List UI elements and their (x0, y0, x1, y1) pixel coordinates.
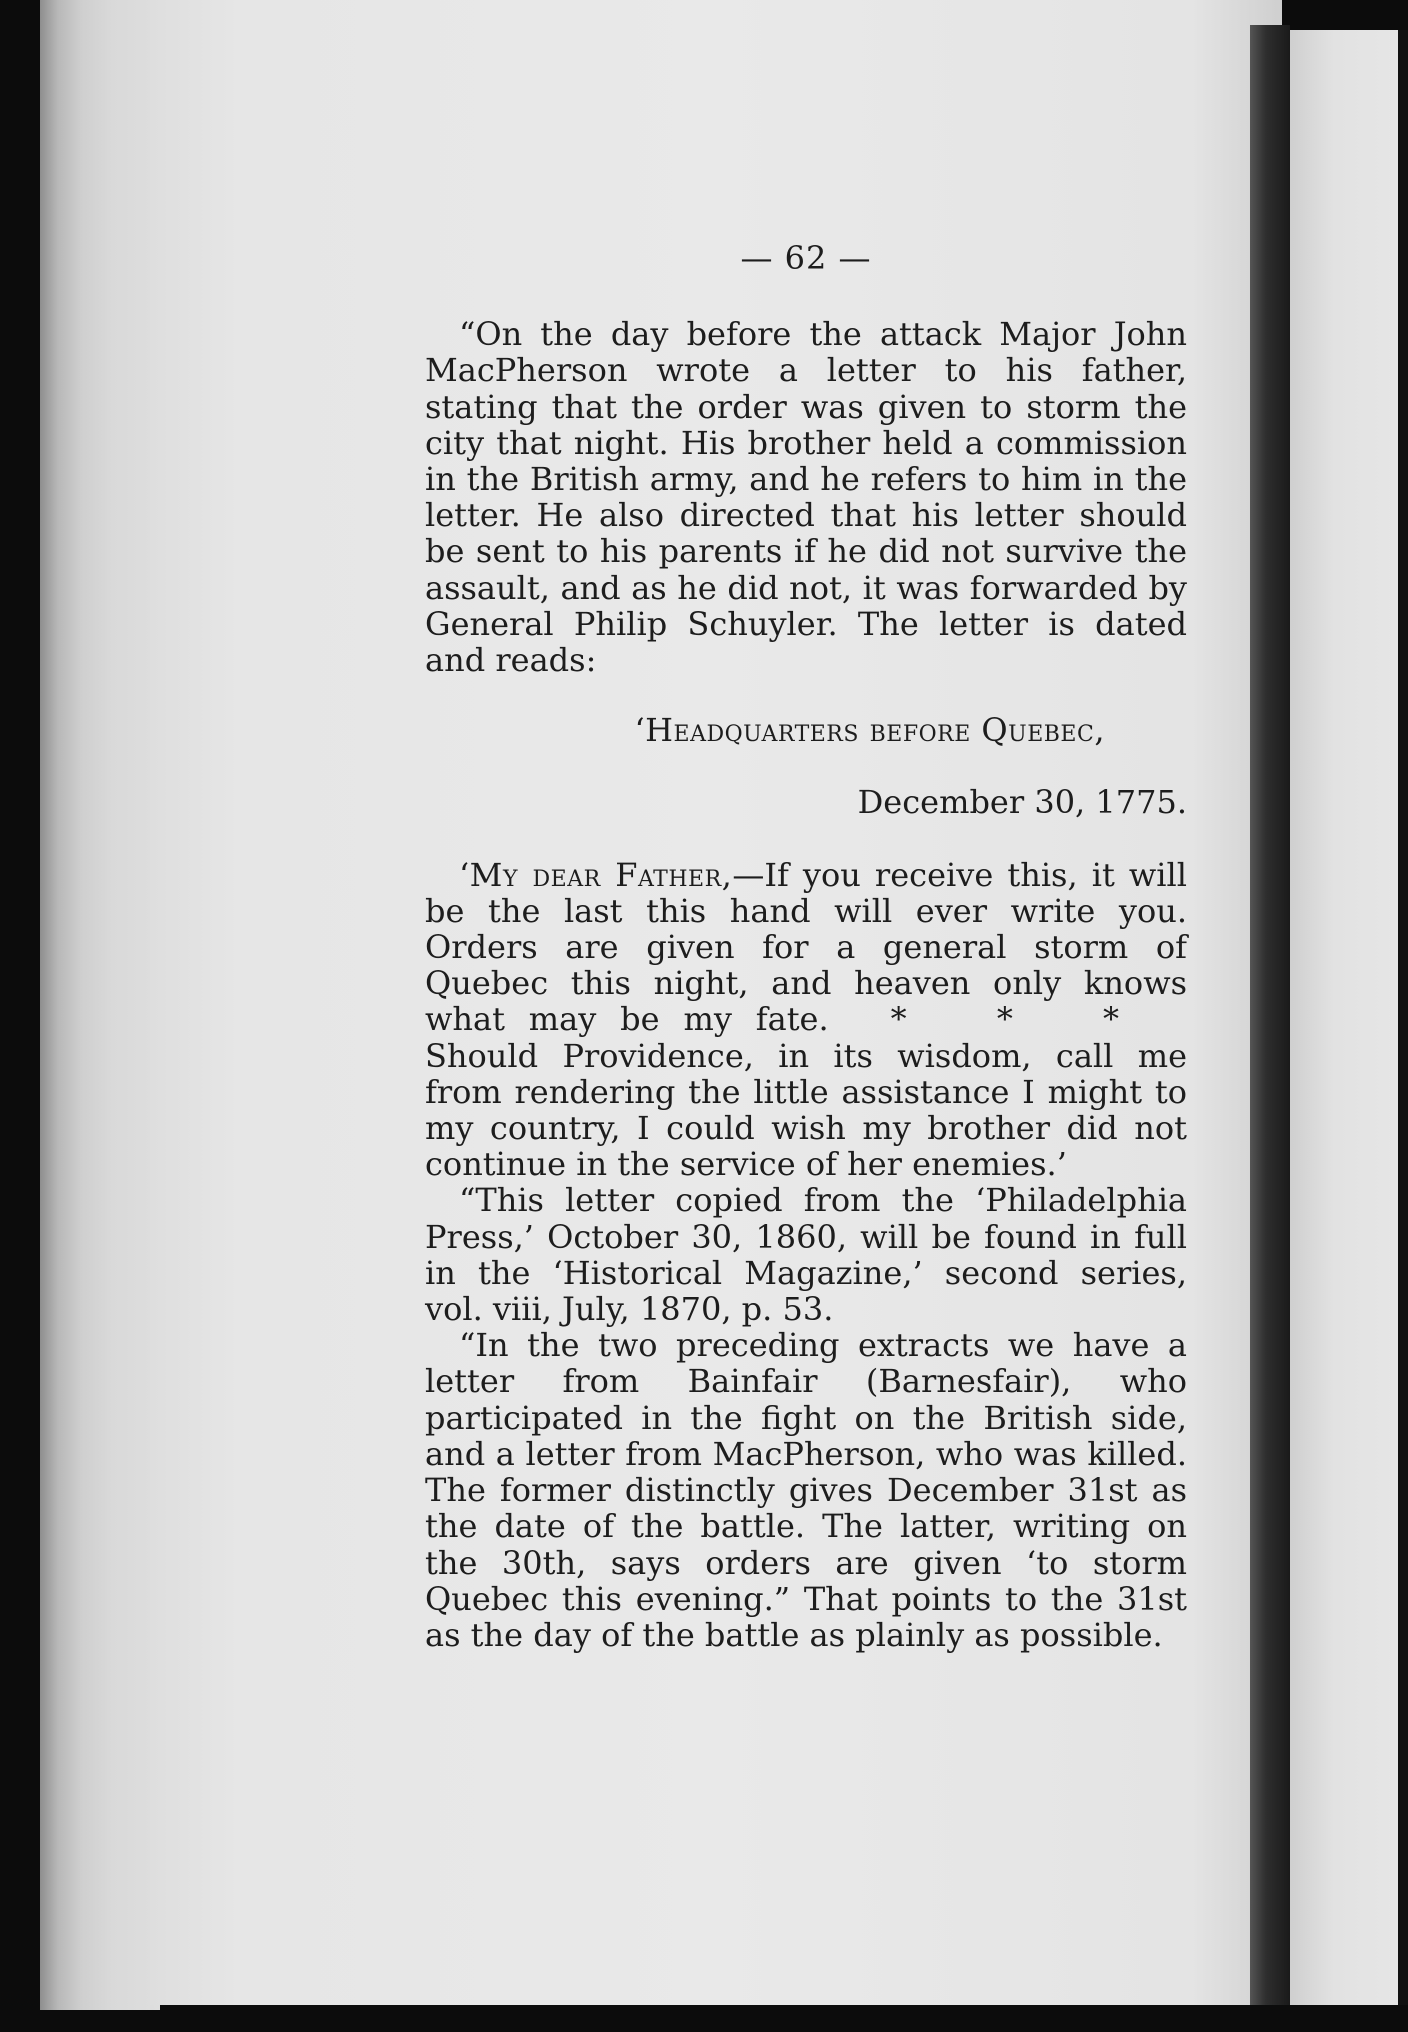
paragraph-conclusion: “In the two preceding extracts we have a letter from Bainfair (Barnesfair), who participated in the fight on the British side, and a letter from MacPherson, who was killed. The former distinctly gives December 31st as the date of the battle. The latter, writing on the 30th, says orders are given ‘to storm Quebec this evening.” That points to the 31st as the day of the battle as plainly as possible. (425, 1326, 1187, 1654)
ellipsis-stars: * * * (890, 1000, 1159, 1039)
scan-border (1398, 30, 1408, 2005)
adjacent-page (1290, 30, 1400, 2005)
letter-body (425, 857, 1187, 1183)
book-gutter (1250, 25, 1290, 2005)
page-edges (40, 0, 160, 2010)
paragraph-source: “This letter copied from the ‘Philadelphia Press,’ October 30, 1860, will be found in full in the ‘Historical Magazine,’ second series, vol. viii, July, 1870, p. 53. (425, 1181, 1187, 1329)
page-text (425, 240, 1187, 1653)
letter-date: December 30, 1775. (857, 783, 1187, 822)
letter-heading: ‘Headquarters before Quebec, (634, 711, 1105, 750)
paragraph-intro: “On the day before the attack Major John MacPherson wrote a letter to his father, stating that the order was given to storm the city that night. His brother held a commission in the British army, and he refers to him in the letter. He also directed that his letter should be sent to his parents if he did not survive the assault, and as he did not, it was forwarded by General Philip Schuyler. The letter is dated and reads: (425, 315, 1187, 680)
letter-text-second: Should Providence, in its wisdom, call me from rendering the little assistance I might to my country, I could wish my brother did not continue in the service of her enemies.’ (425, 1036, 1187, 1184)
letter-salutation: ‘My dear Father, (459, 855, 733, 894)
letter-text-first: —If you receive this, it will be the last this hand will ever write you. Orders are given for a general storm of Quebec this night, and heaven only knows what may be my fate. (425, 855, 1188, 1039)
page-number: — 62 — (740, 239, 872, 277)
